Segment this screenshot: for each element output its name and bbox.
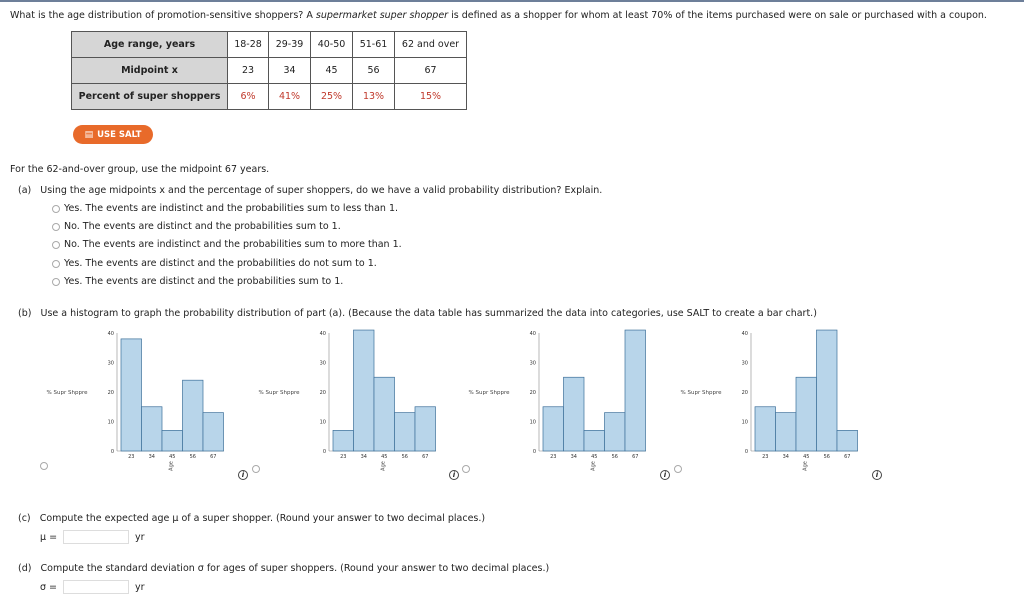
y-tick-label: 40	[741, 331, 748, 337]
table-cell: 41%	[269, 84, 311, 110]
top-border	[0, 0, 1024, 2]
part-d-answer-row	[40, 580, 145, 594]
option-a2[interactable]: No. The events are distinct and the probabilities sum to 1.	[52, 221, 341, 232]
bar	[415, 407, 436, 451]
bar	[625, 330, 646, 451]
bar	[543, 407, 564, 451]
option-a3[interactable]: No. The events are indistinct and the probabilities sum to more than 1.	[52, 239, 402, 250]
histogram-option-4	[668, 325, 858, 475]
part-a-question: (a) Using the age midpoints x and the percentage of super shoppers, do we have a valid probability distribution? Explain.	[18, 185, 603, 196]
y-tick-label: 40	[107, 331, 114, 337]
info-icon[interactable]: i	[872, 470, 882, 480]
bar	[374, 377, 395, 451]
table-cell: 51-61	[353, 32, 395, 58]
table-cell: 29-39	[269, 32, 311, 58]
table-cell: 34	[269, 58, 311, 84]
distribution-table	[71, 31, 467, 110]
bar	[817, 330, 838, 451]
table-cell: 45	[311, 58, 353, 84]
y-tick-label: 40	[529, 331, 536, 337]
bar	[142, 407, 163, 451]
y-axis-label: % Supr Shppre	[258, 390, 300, 396]
x-tick-label: 45	[803, 454, 810, 460]
y-axis-label: % Supr Shppre	[46, 390, 88, 396]
radio-button[interactable]	[52, 278, 60, 286]
row-label-percent: Percent of super shoppers	[72, 84, 228, 110]
y-axis-label: % Supr Shppre	[468, 390, 510, 396]
unit-label: yr	[135, 531, 145, 543]
y-tick-label: 10	[319, 419, 326, 426]
y-tick-label: 0	[532, 449, 536, 455]
y-tick-label: 0	[110, 449, 114, 455]
x-tick-label: 56	[401, 454, 408, 460]
table-cell: 62 and over	[395, 32, 467, 58]
histogram-option-3	[456, 325, 646, 475]
x-tick-label: 67	[422, 454, 429, 460]
bar	[121, 339, 142, 451]
y-tick-label: 10	[529, 419, 536, 426]
histogram-option-2	[246, 325, 436, 475]
table-cell: 13%	[353, 84, 395, 110]
y-tick-label: 40	[319, 331, 326, 337]
option-a1[interactable]: Yes. The events are indistinct and the probabilities sum to less than 1.	[52, 203, 398, 214]
x-axis-label: Age	[168, 461, 175, 471]
mu-label: μ =	[40, 531, 58, 543]
y-tick-label: 20	[741, 390, 748, 396]
x-tick-label: 67	[844, 454, 851, 460]
x-tick-label: 23	[128, 454, 135, 460]
y-tick-label: 0	[744, 449, 748, 455]
bar	[162, 430, 183, 451]
x-axis-label: Age	[380, 461, 387, 471]
y-tick-label: 20	[529, 390, 536, 396]
y-tick-label: 30	[319, 360, 326, 367]
y-tick-label: 0	[322, 449, 326, 455]
table-cell: 23	[228, 58, 269, 84]
mu-input[interactable]	[63, 530, 129, 544]
unit-label: yr	[135, 581, 145, 593]
table-row	[72, 84, 467, 110]
y-tick-label: 10	[107, 419, 114, 426]
chart-icon: ▤	[84, 129, 94, 140]
row-label-age-range: Age range, years	[72, 32, 228, 58]
part-c-question: (c) Compute the expected age μ of a super shopper. (Round your answer to two decimal places.)	[18, 513, 486, 524]
x-tick-label: 67	[632, 454, 639, 460]
y-axis-label: % Supr Shppre	[680, 390, 722, 396]
bar	[605, 413, 626, 451]
part-b-question: (b) Use a histogram to graph the probability distribution of part (a). (Because the data table has summarized the data into categories, use SALT to create a bar chart.)	[18, 308, 817, 319]
x-tick-label: 56	[823, 454, 830, 460]
x-axis-label: Age	[590, 461, 597, 471]
x-tick-label: 34	[570, 454, 577, 460]
x-tick-label: 23	[762, 454, 769, 460]
info-icon[interactable]: i	[449, 470, 459, 480]
x-axis-label: Age	[802, 461, 809, 471]
question-intro: What is the age distribution of promotion-sensitive shoppers? A supermarket super shopper is defined as a shopper for whom at least 70% of the items purchased were on sale or purchased with a coupon.	[10, 10, 987, 21]
bar	[203, 413, 224, 451]
y-tick-label: 30	[107, 360, 114, 367]
x-tick-label: 45	[169, 454, 176, 460]
x-tick-label: 45	[381, 454, 388, 460]
option-a5[interactable]: Yes. The events are distinct and the probabilities sum to 1.	[52, 276, 343, 287]
radio-button[interactable]	[52, 241, 60, 249]
radio-button[interactable]	[52, 260, 60, 268]
bar	[837, 430, 858, 451]
x-tick-label: 56	[189, 454, 196, 460]
x-tick-label: 23	[340, 454, 347, 460]
y-tick-label: 30	[741, 360, 748, 367]
x-tick-label: 34	[782, 454, 789, 460]
info-icon[interactable]: i	[660, 470, 670, 480]
x-tick-label: 23	[550, 454, 557, 460]
option-a4[interactable]: Yes. The events are distinct and the probabilities do not sum to 1.	[52, 258, 377, 269]
table-cell: 40-50	[311, 32, 353, 58]
y-tick-label: 30	[529, 360, 536, 367]
sigma-label: σ =	[40, 581, 58, 593]
table-cell: 25%	[311, 84, 353, 110]
part-c-answer-row	[40, 530, 145, 544]
sigma-input[interactable]	[63, 580, 129, 594]
bar	[755, 407, 776, 451]
part-d-question: (d) Compute the standard deviation σ for ages of super shoppers. (Round your answer to two decimal places.)	[18, 563, 550, 574]
info-icon[interactable]: i	[238, 470, 248, 480]
bar	[564, 377, 585, 451]
y-tick-label: 20	[107, 390, 114, 396]
bar	[354, 330, 375, 451]
bar	[796, 377, 817, 451]
bar	[183, 380, 204, 451]
table-cell: 18-28	[228, 32, 269, 58]
table-cell: 6%	[228, 84, 269, 110]
bar	[333, 430, 354, 451]
use-salt-button[interactable]: ▤ USE SALT	[73, 125, 153, 144]
x-tick-label: 67	[210, 454, 217, 460]
row-label-midpoint: Midpoint x	[72, 58, 228, 84]
y-tick-label: 10	[741, 419, 748, 426]
bar	[776, 413, 797, 451]
bar	[584, 430, 605, 451]
table-row	[72, 58, 467, 84]
radio-button[interactable]	[52, 223, 60, 231]
x-tick-label: 56	[611, 454, 618, 460]
radio-button[interactable]	[52, 205, 60, 213]
x-tick-label: 45	[591, 454, 598, 460]
x-tick-label: 34	[148, 454, 155, 460]
y-tick-label: 20	[319, 390, 326, 396]
histogram-option-1	[34, 325, 224, 475]
table-cell: 67	[395, 58, 467, 84]
bar	[395, 413, 416, 451]
table-cell: 15%	[395, 84, 467, 110]
x-tick-label: 34	[360, 454, 367, 460]
table-cell: 56	[353, 58, 395, 84]
table-row	[72, 32, 467, 58]
note-text: For the 62-and-over group, use the midpoint 67 years.	[10, 164, 270, 175]
